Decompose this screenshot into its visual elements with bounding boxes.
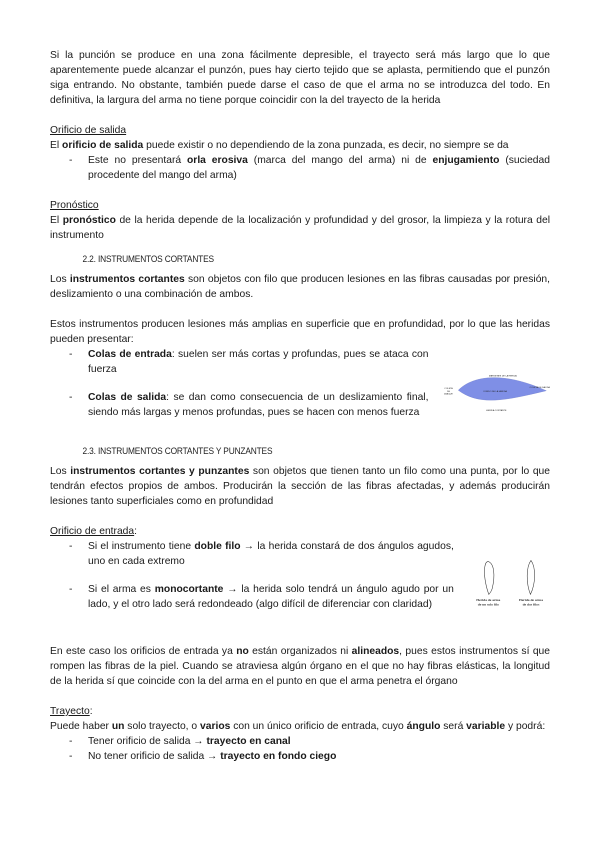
stab-wound-diagram bbox=[468, 539, 550, 629]
label-coleta-ataque-2: DE bbox=[447, 390, 451, 393]
heading-orificio-salida: Orificio de salida bbox=[50, 125, 127, 136]
list-item-fondo-ciego: - No tener orificio de salida → trayecto en fondo ciego bbox=[50, 749, 550, 764]
entrada-list-with-figure bbox=[50, 539, 550, 629]
paragraph-cortantes-2: Estos instrumentos producen lesiones más amplias en superficie que en profundidad, por lo que las heridas pueden presentar: bbox=[50, 319, 550, 345]
document-page bbox=[50, 48, 550, 764]
single-edge-wound-icon bbox=[484, 562, 493, 595]
heading-trayecto: Trayecto: bbox=[50, 706, 93, 717]
list-item: - Este no presentará orla erosiva (marca del mango del arma) ni de enjugamiento (suciedad procedente del mango del arma) bbox=[50, 153, 550, 183]
list-item-colas-entrada: - Colas de entrada: suelen ser más cortas y profundas, pues se ataca con fuerza bbox=[50, 347, 428, 377]
caption-single-edge-2: de un solo filo bbox=[477, 602, 499, 607]
list-item-canal: - Tener orificio de salida → trayecto en canal bbox=[50, 734, 550, 749]
caption-single-edge-1: Herida de arma bbox=[476, 597, 501, 602]
list-item-colas-salida: - Colas de salida: se dan como consecuencia de un deslizamiento final, siendo más largas y menos profundas, pues se hacen con menos fuerza bbox=[50, 390, 428, 420]
list-trayecto bbox=[50, 734, 550, 764]
section-title-cortantes: 2.2. INSTRUMENTOS CORTANTES bbox=[82, 254, 214, 265]
caption-double-edge-1: Herida de arma bbox=[518, 597, 543, 602]
list-item-doble-filo: - Si el instrumento tiene doble filo → la herida constará de dos ángulos agudos, uno en cada extremo bbox=[50, 539, 454, 569]
label-fondo: FONDO DE LA HERIDA bbox=[484, 390, 508, 393]
double-edge-wound-icon bbox=[527, 560, 534, 594]
caption-double-edge-2: de dos filos bbox=[522, 602, 540, 607]
paragraph-cortopunzantes-2: En este caso los orificios de entrada ya no están organizados ni alineados, pues estos instrumentos sí que rompen las fibras de la piel. Cuando se atraviesa algún órgano en el que no hay fibras elásticas, la longitud de la herida sí que coincide con la del arma en el punto en que el arma penetra el órgano bbox=[50, 646, 550, 687]
paragraph-cortantes-1: Los instrumentos cortantes son objetos con filo que producen lesiones en las fibras causadas por presión, deslizamiento o una combinación de ambos. bbox=[50, 274, 551, 300]
list-colas bbox=[50, 347, 428, 420]
paragraph-cortopunzantes-1: Los instrumentos cortantes y punzantes son objetos que tienen tanto un filo como una punta, por lo que tendrán efectos propios de ambos. Producirán la sección de las fibras afectadas, y además producirán lesiones tanto superficiales como en profundidad bbox=[50, 466, 551, 507]
label-coleta-ataque-3: ATAQUE bbox=[444, 393, 454, 396]
cortantes-list-with-figure bbox=[50, 347, 550, 435]
label-coleta-ataque-1: COLETA bbox=[444, 388, 454, 391]
heading-orificio-entrada: Orificio de entrada: bbox=[50, 526, 138, 537]
section-title-cortopunzantes: 2.3. INSTRUMENTOS CORTANTES Y PUNZANTES bbox=[82, 446, 273, 457]
list-orificio-salida bbox=[50, 153, 550, 183]
list-orificio-entrada bbox=[50, 539, 454, 612]
paragraph-orificio-salida: El orificio de salida puede existir o no dependiendo de la zona punzada, es decir, no siempre se da bbox=[50, 140, 509, 151]
label-margenes: MÁRGENES DE LA HERIDA bbox=[489, 375, 518, 378]
paragraph-pronostico: El pronóstico de la herida depende de la localización y profundidad y del grosor, la limpieza y la rotura del instrumento bbox=[50, 215, 550, 241]
label-herida-cortante: HERIDA CORTANTE bbox=[486, 409, 507, 412]
paragraph-puncion: Si la punción se produce en una zona fácilmente depresible, el trayecto será más largo que lo que aparentemente puede alcanzar el punzón, pues hay cierto tejido que se aplasta, permitiendo que el punzón siga entrando. No obstante, también puede darse el caso de que el arma no se introduzca del todo. En definitiva, la largura del arma no tiene porque coincidir con la del trayecto de la herida bbox=[50, 50, 550, 106]
label-coleta-salida: COLETA DE SALIDA bbox=[530, 387, 550, 390]
list-item-monocortante: - Si el arma es monocortante → la herida solo tendrá un ángulo agudo por un lado, y el otro lado será redondeado (algo difícil de diferenciar con claridad) bbox=[50, 582, 454, 612]
heading-pronostico: Pronóstico bbox=[50, 200, 99, 211]
cutting-wound-diagram bbox=[442, 353, 550, 435]
paragraph-trayecto: Puede haber un solo trayecto, o varios con un único orificio de entrada, cuyo ángulo será variable y podrá: bbox=[50, 721, 546, 732]
